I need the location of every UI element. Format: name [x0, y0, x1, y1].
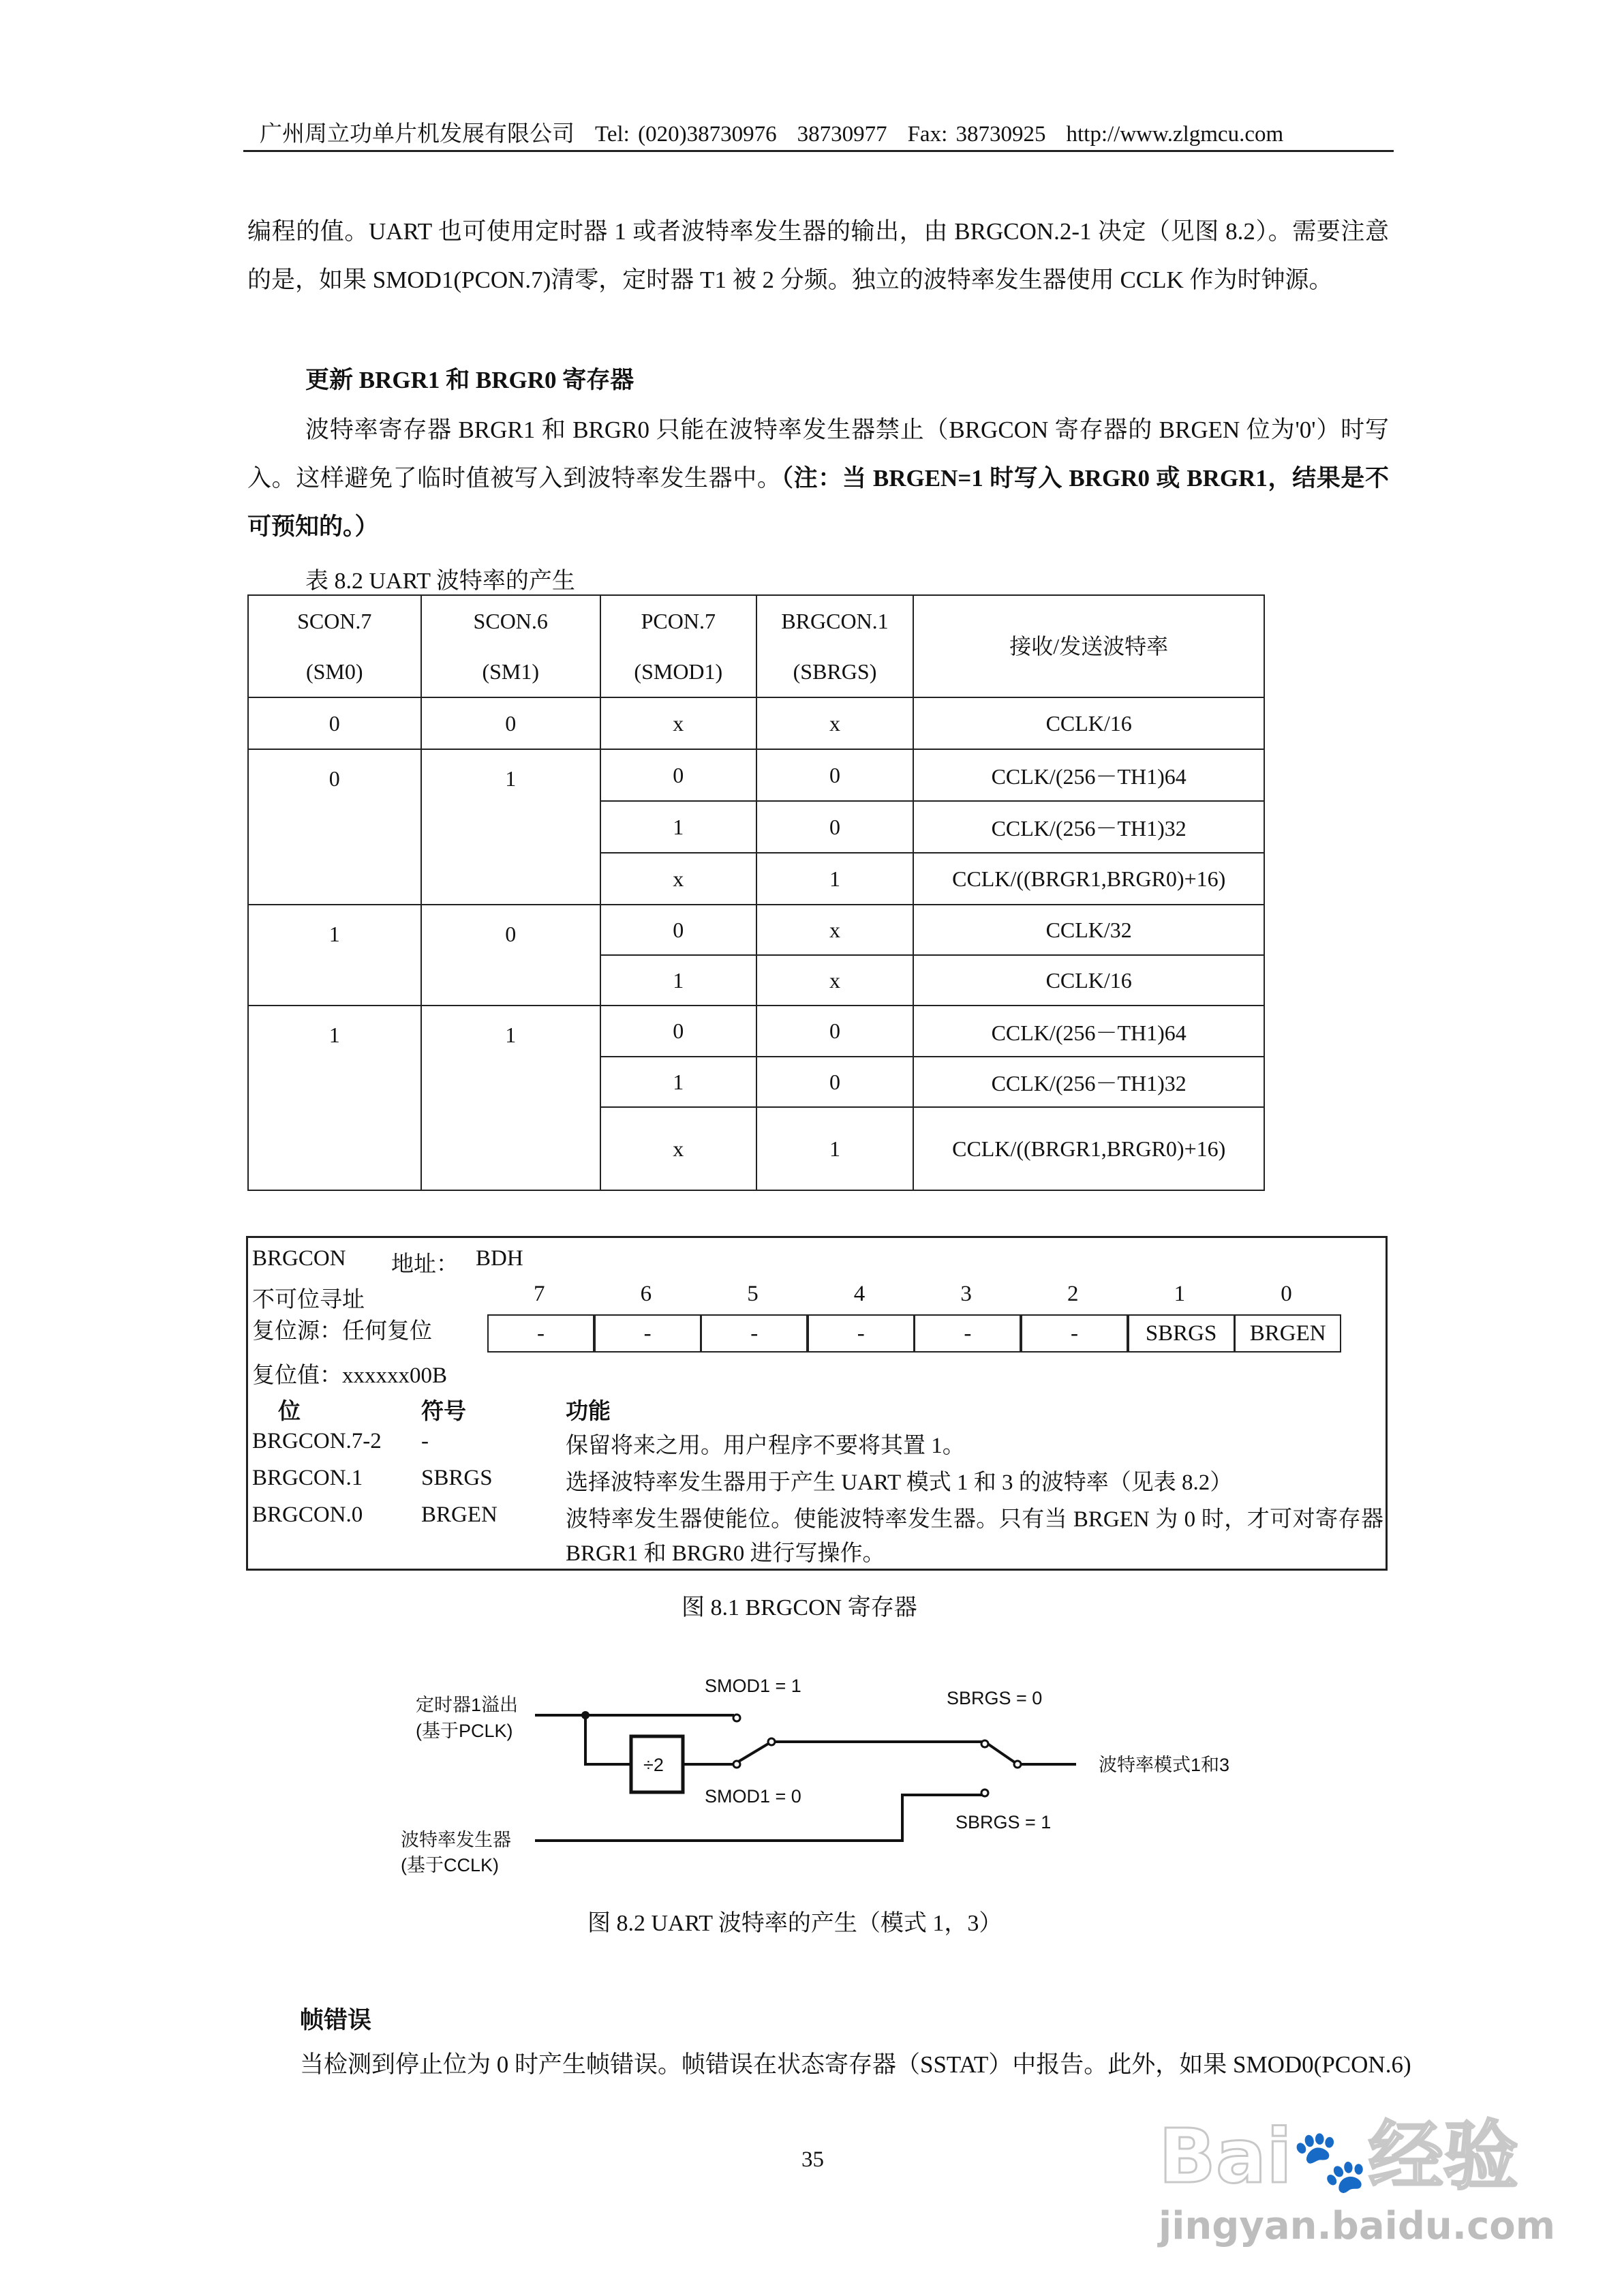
- col-header-bit: 位: [278, 1400, 301, 1424]
- switch-path: [734, 1742, 1076, 1764]
- reset-source: 复位源：任何复位: [252, 1319, 432, 1344]
- header-url: http://www.zlgmcu.com: [1066, 122, 1284, 147]
- table-cell: 0: [756, 1057, 914, 1107]
- table-cell: 0: [756, 749, 914, 801]
- table-cell: 1: [600, 801, 756, 853]
- header-fax: Fax: 38730925: [907, 122, 1046, 147]
- label-smod1-1: SMOD1 = 1: [705, 1676, 801, 1696]
- table-cell: CCLK/(256－TH1)64: [913, 1006, 1264, 1057]
- table-cell: 1: [248, 1006, 421, 1190]
- bit-cell: BRGEN: [1234, 1314, 1341, 1353]
- paragraph-2-note: （注：当 BRGEN=1 时写入 BRGR0 或 BRGR1，结果是不可预知的。）: [247, 465, 1389, 540]
- table-cell: x: [756, 955, 914, 1006]
- label-brg: 波特率发生器: [401, 1830, 511, 1850]
- table-cell: 0: [421, 905, 600, 1006]
- header-company: 广州周立功单片机发展有限公司: [260, 122, 575, 147]
- label-timer1: 定时器1溢出: [416, 1695, 519, 1715]
- register-name: BRGCON: [252, 1246, 346, 1271]
- table-cell: CCLK/((BRGR1,BRGR0)+16): [913, 853, 1264, 905]
- bit-cell: -: [487, 1314, 594, 1353]
- table-cell: CCLK/16: [913, 955, 1264, 1006]
- header-text: (SMOD1): [634, 659, 723, 684]
- table-caption: 表 8.2 UART 波特率的产生: [305, 569, 575, 594]
- table-cell: 0: [600, 905, 756, 955]
- bit-cell: SBRGS: [1128, 1314, 1235, 1353]
- junction-dot: [581, 1711, 590, 1719]
- reset-value: 复位值：xxxxxx00B: [252, 1363, 448, 1388]
- table-cell: 1: [600, 1057, 756, 1107]
- section-title-frame-error: 帧错误: [300, 2007, 372, 2034]
- bit-cell: -: [594, 1314, 701, 1353]
- header-text: 接收/发送波特率: [1009, 634, 1169, 659]
- bit-number: 6: [640, 1282, 652, 1306]
- table-cell: CCLK/16: [913, 697, 1264, 749]
- table-cell: 1: [756, 853, 914, 905]
- label-pclk: (基于PCLK): [416, 1721, 513, 1741]
- table-cell: 1: [421, 749, 600, 905]
- table-cell: x: [600, 853, 756, 905]
- table-cell: CCLK/(256－TH1)32: [913, 801, 1264, 853]
- bit-number: 1: [1174, 1282, 1186, 1306]
- table-cell: 1: [248, 905, 421, 1006]
- header-text: (SM1): [482, 659, 540, 684]
- page-number: 35: [801, 2147, 824, 2172]
- table-cell: x: [756, 905, 914, 955]
- table-cell: 0: [600, 749, 756, 801]
- bit-number: 4: [853, 1282, 866, 1306]
- register-address: BDH: [476, 1246, 523, 1271]
- register-row-cell: BRGEN: [421, 1502, 498, 1527]
- bit-cell: -: [701, 1314, 808, 1353]
- register-address-label: 地址：: [391, 1252, 459, 1277]
- paragraph-2-text: 波特率寄存器 BRGR1 和 BRGR0 只能在波特率发生器禁止（BRGCON 寄存器的 BRGEN 位为'0'）时写入。这样避免了临时值被写入到波特率发生器中。: [247, 417, 1389, 492]
- register-row-cell: BRGCON.7-2: [252, 1429, 382, 1453]
- bit-number: 7: [534, 1282, 545, 1306]
- register-row-cell: 波特率发生器使能位。使能波特率发生器。只有当 BRGEN 为 0 时，才可对寄存器 BRGR1 和 BRGR0 进行写操作。: [566, 1507, 1383, 1566]
- table-cell: 0: [756, 1006, 914, 1057]
- register-row-cell: 保留将来之用。用户程序不要将其置 1。: [566, 1434, 965, 1458]
- bit-number: 3: [960, 1282, 972, 1306]
- label-sbrgs-0: SBRGS = 0: [947, 1688, 1043, 1708]
- bit-addressable: 不可位寻址: [252, 1288, 365, 1312]
- register-row-cell: 选择波特率发生器用于产生 UART 模式 1 和 3 的波特率（见表 8.2）: [566, 1470, 1233, 1495]
- bit-cell: -: [914, 1314, 1021, 1353]
- table-cell: CCLK/(256－TH1)64: [913, 749, 1264, 801]
- register-row-cell: -: [421, 1429, 429, 1453]
- label-sbrgs-1: SBRGS = 1: [955, 1812, 1052, 1832]
- table-cell: CCLK/((BRGR1,BRGR0)+16): [913, 1107, 1264, 1190]
- bit-cell: -: [1021, 1314, 1128, 1353]
- header-text: (SM0): [305, 659, 363, 684]
- baidu-watermark: [1159, 2096, 1567, 2274]
- header-text: BRGCON.1: [781, 609, 889, 633]
- table-cell: 0: [248, 749, 421, 905]
- paragraph-3: 当检测到停止位为 0 时产生帧错误。帧错误在状态寄存器（SSTAT）中报告。此外，如果 SMOD0(PCON.6): [300, 2051, 1411, 2078]
- header-tel2: 38730977: [797, 122, 887, 147]
- contact: [733, 1761, 740, 1768]
- watermark-url: jingyan.baidu.com: [1159, 2204, 1556, 2248]
- bit-number: 5: [747, 1282, 759, 1306]
- register-row-cell: BRGCON.1: [252, 1466, 363, 1490]
- table-cell: 1: [600, 955, 756, 1006]
- contact: [981, 1740, 988, 1747]
- table-cell: x: [600, 697, 756, 749]
- table-cell: x: [600, 1107, 756, 1190]
- header-text: SCON.6: [473, 609, 548, 633]
- table-cell: x: [756, 697, 914, 749]
- table-cell: CCLK/32: [913, 905, 1264, 955]
- bit-cell: -: [808, 1314, 915, 1353]
- table-cell: 1: [421, 1006, 600, 1190]
- table-cell: 0: [756, 801, 914, 853]
- table-cell: 1: [756, 1107, 914, 1190]
- contact: [1014, 1761, 1021, 1768]
- label-smod1-0: SMOD1 = 0: [705, 1786, 801, 1807]
- contact: [768, 1738, 775, 1745]
- label-output: 波特率模式1和3: [1099, 1755, 1230, 1775]
- label-div2: ÷2: [643, 1755, 664, 1775]
- watermark-logo: Bai🐾经验: [1159, 2113, 1518, 2200]
- label-cclk: (基于CCLK): [401, 1855, 500, 1875]
- table-cell: 0: [248, 697, 421, 749]
- table-cell: CCLK/(256－TH1)32: [913, 1057, 1264, 1107]
- header-text: (SBRGS): [793, 659, 877, 684]
- header-tel: Tel: (020)38730976: [595, 122, 777, 147]
- bit-number: 0: [1281, 1282, 1292, 1306]
- col-header-symbol: 符号: [421, 1400, 466, 1424]
- table-cell: 0: [600, 1006, 756, 1057]
- register-row-cell: SBRGS: [421, 1466, 493, 1490]
- contact: [981, 1789, 988, 1796]
- contact: [733, 1715, 740, 1721]
- table-cell: 0: [421, 697, 600, 749]
- header-text: PCON.7: [641, 609, 716, 633]
- figure-8-1-caption: 图 8.1 BRGCON 寄存器: [682, 1595, 917, 1620]
- paragraph-1: 编程的值。UART 也可使用定时器 1 或者波特率发生器的输出，由 BRGCON.2-1 决定（见图 8.2）。需要注意的是，如果 SMOD1(PCON.7)清零，定时器 T1 被 2 分频。独立的波特率发生器使用 CCLK 作为时钟源。: [247, 218, 1389, 293]
- header-text: SCON.7: [297, 609, 372, 633]
- section-title-brgr: 更新 BRGR1 和 BRGR0 寄存器: [305, 367, 634, 393]
- figure-8-2-caption: 图 8.2 UART 波特率的产生（模式 1，3）: [587, 1911, 1003, 1936]
- register-row-cell: BRGCON.0: [252, 1502, 363, 1527]
- bit-number: 2: [1067, 1282, 1079, 1306]
- col-header-function: 功能: [566, 1400, 611, 1424]
